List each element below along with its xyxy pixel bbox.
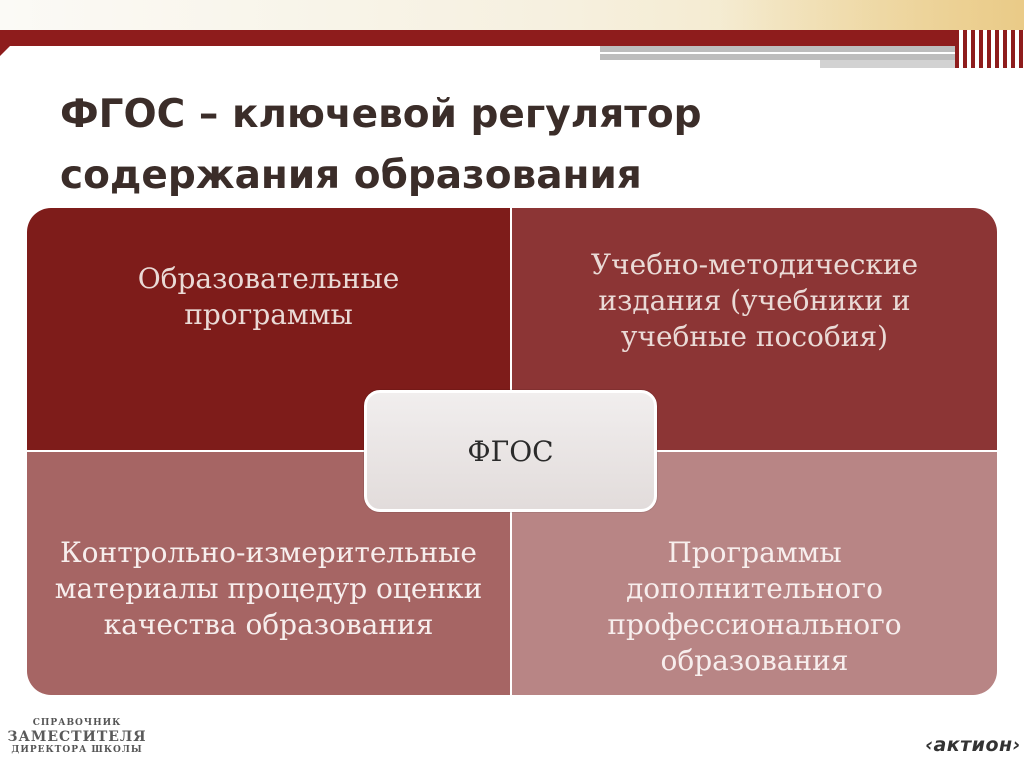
quadrant-top-right-text: Учебно-методические издания (учебники и учебные пособия) <box>590 248 919 353</box>
publisher-logo-left <box>4 718 150 756</box>
quadrant-top-left-text: Образовательные программы <box>137 262 400 331</box>
top-gradient-shade <box>720 0 1024 30</box>
center-node-label: ФГОС <box>467 434 554 468</box>
quadrant-bottom-right-text: Программы дополнительного профессионального образования <box>607 536 902 677</box>
center-node <box>364 390 657 512</box>
aktion-logo: ‹актион› <box>925 734 1021 756</box>
publisher-line3: ДИРЕКТОРА ШКОЛЫ <box>11 745 143 755</box>
header-corner-triangle <box>0 46 10 56</box>
slide-title-line1: ФГОС – ключевой регулятор <box>60 92 702 137</box>
slide-title-line2: содержания образования <box>60 153 642 198</box>
header-dark-bar <box>0 30 1024 46</box>
slide-title <box>60 84 960 206</box>
publisher-line1: СПРАВОЧНИК <box>32 718 122 728</box>
publisher-line2: ЗАМЕСТИТЕЛЯ <box>7 729 147 745</box>
header-stripes <box>955 30 1024 68</box>
quadrant-bottom-left-text: Контрольно-измерительные материалы процедур оценки качества образования <box>54 536 483 641</box>
